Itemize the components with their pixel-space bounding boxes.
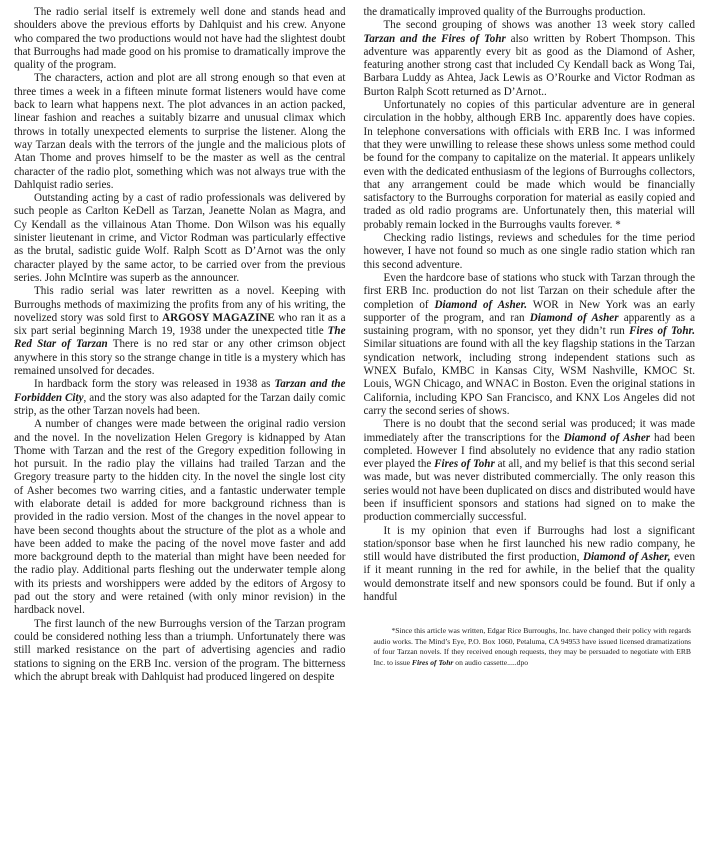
text-run: Outstanding acting by a cast of radio professionals was delivered by such people as Carlton KeDell as Tarzan, Jeanette Nolan as Magra, and Cy Kendall as the villainous Atan Thome. Don Wilson was his equally sinister lieutenant in crime, and Victor Rodman was particularly effective as the brutal, sadistic guide Wolf. Ralph Scott as D’Arnot was the only character played by the same actor, to be carried over from the previous series. John McIntire was superb as the announcer. (14, 192, 346, 284)
text-run: Unfortunately no copies of this particular adventure are in general circulation in the hobby, although ERB Inc. apparently does have copies. In telephone conversations with officials with ERB Inc. I was informed that they were unwilling to release these shows unless some method could be found for the company to capitalize on the material. It appears unlikely even with the dedicated enthusiasm of the legions of Burroughs collectors, that any arrangement could be made which would be financially satisfactory to the Burroughs corporation for material as easily copied and traded as old radio programs are. Unfortunately then, this material will probably remain locked in the Burroughs vaults forever. * (363, 99, 695, 231)
text-run: the dramatically improved quality of the Burroughs production. (363, 6, 646, 18)
text-run: , and the story was also adapted for the Tarzan daily comic strip, as the other Tarzan novels had been. (14, 391, 346, 417)
right-column-body (364, 6, 696, 604)
text-run: The first launch of the new Burroughs version of the Tarzan program could be considered nothing less than a triumph. Unfortunately there was still marked resistance on the part of advertising agencies and radio stations to signing on the ERB Inc. version of the program. The bitterness which the abrupt break with Dahlquist had produced lingered on despite (14, 617, 346, 683)
bold-italic-run (435, 299, 528, 311)
bold-italic-run (364, 33, 506, 45)
bold-italic-run (530, 312, 619, 324)
paragraph (364, 418, 696, 524)
emphasized-title: Fires of Tohr. (629, 325, 695, 338)
paragraph (14, 6, 346, 72)
paragraph (14, 72, 346, 192)
text-run: Even the hardcore base of stations who stuck with Tarzan through the first ERB Inc. production do not list Tarzan on their schedule after the completion of (363, 271, 695, 311)
paragraph (14, 285, 346, 378)
text-run: There is no doubt that the second serial was produced; it was made immediately after the transcriptions for the (363, 418, 695, 444)
bold-italic-run (412, 658, 454, 667)
paragraph (364, 525, 696, 605)
text-run: at all, and my belief is that this second serial was made, but was never distributed commercially. The only reason this series would not have been duplicated on discs and distributed would have been if insufficient sponsors and stations had signed on to make the production commercially successful. (363, 458, 695, 524)
text-run: Similar situations are found with all the key flagship stations in the Tarzan syndication network, including strong independent stations such as WNEX Bufalo, KMBC in Kansas City, WSM Nashville, KMOC St. Louis, WGN Chicago, and WNAC in Boston. Even the original stations in California, including KPO San Francisco, and KNX Los Angeles did not carry the second series of shows. (363, 338, 695, 417)
text-run: Checking radio listings, reviews and schedules for the time period however, I have not found so much as one single radio station which ran this second adventure. (363, 232, 695, 271)
bold-italic-run (629, 325, 695, 337)
paragraph (14, 618, 346, 684)
paragraph (364, 99, 696, 232)
emphasized-title: Fires of Tohr (434, 458, 495, 471)
text-run: WOR in New York was an early supporter of the program, and ran (363, 298, 696, 324)
text-run: even if it meant running in the red for awhile, in the belief that the quality would demonstrate itself and new sponsors could be found. But if only a handful (363, 551, 695, 604)
emphasized-title: Tarzan and the Fires of Tohr (363, 32, 506, 45)
text-run: The second grouping of shows was another 13 week story called (383, 19, 695, 32)
left-column (14, 6, 346, 864)
emphasized-title: Diamond of Asher (563, 431, 651, 444)
text-run: The radio serial itself is extremely well done and stands head and shoulders above the previous efforts by Dahlquist and his crew. Anyone who compared the two productions would not have had the slightest doubt that Burroughs had made good on his promise to dramatically improve the quality of the program. (14, 6, 346, 72)
text-run: who ran it as a six part serial beginning March 19, 1938 under the unexpected title (14, 311, 346, 338)
text-run: This radio serial was later rewritten as a novel. Keeping with Burroughs methods of maximizing the profits from any of his writing, the novelized story was sold first to (14, 285, 346, 324)
text-run: There is no red star or any other crimson object anywhere in this story so the strange change in title is a mystery which has remained unsolved for decades. (14, 338, 346, 378)
paragraph (364, 232, 696, 272)
emphasized-title: The Red Star of Tarzan (14, 325, 346, 351)
text-run: on audio cassette.....dpo (453, 657, 529, 667)
text-run: also written by Robert Thompson. This adventure was apparently every bit as good as the Diamond of Asher, featuring another strong cast that included Cy Kendall back as Wong Tai, Barbara Luddy as Ahtea, Jack Lewis as O’Rourke and Victor Rodman as Burton Ralph Scott returned as D’Arnot.. (363, 32, 695, 98)
bold-run: ARGOSY MAGAZINE (162, 311, 275, 324)
text-run: It is my opinion that even if Burroughs had lost a significant station/sponsor base when he first launched his new radio company, he still would have distributed the first production, (363, 524, 695, 564)
paragraph (364, 6, 696, 19)
right-column (364, 6, 696, 864)
emphasized-title: Tarzan and the Forbidden City (14, 378, 346, 404)
bold-italic-run (434, 458, 495, 470)
text-run: had been completed. However I find absolutely no evidence that any radio station ever played the (363, 431, 696, 471)
paragraph (364, 272, 696, 418)
paragraph (14, 378, 346, 418)
footnote-paragraph (374, 626, 692, 668)
emphasized-title: Diamond of Asher. (434, 298, 528, 311)
paragraph (364, 19, 696, 99)
text-run: In hardback form the story was released in 1938 as (34, 378, 275, 391)
text-run: The characters, action and plot are all strong enough so that even at three times a week in a fifteen minute format listeners would have come back to learn what happens next. The plot advances in an action packed, linear fashion and reaches a suitably bizarre and unusual climax which throws in totally unexpected elements to surprise the listener. Along the way Tarzan deals with the terrors of the jungle and the malicious plots of Atan Thome and proves himself to be the master as well as the central character of the radio plot, something which was not always true with the Dahlquist radio series. (14, 72, 346, 191)
bold-italic-run (583, 551, 671, 563)
paragraph (14, 192, 346, 285)
emphasized-title: Diamond of Asher, (582, 551, 671, 564)
text-run: *Since this article was written, Edgar Rice Burroughs, Inc. have changed their policy with regards audio works. The Mind’s Eye, P.O. Box 1060, Petaluma, CA 94953 have issued licensed dramatizations of four Tarzan novels. If they received enough requests, they may be persuaded to negotiate with ERB Inc. to issue (373, 626, 691, 667)
text-run: apparently as a sustaining program, with no sponsor, yet they didn’t run (363, 311, 695, 338)
bold-italic-run (564, 432, 650, 444)
paragraph (14, 418, 346, 617)
text-run: A number of changes were made between the original radio version and the novel. In the novelization Helen Gregory is kidnapped by Atan Thome with Tarzan and the rest of the Gregory expedition following in hot pursuit. In the radio play the villains had trailed Tarzan and the Gregory treasure party to the hidden city. In the novel the single lost city of Asher becomes two warring cities, and a fantastic underwater temple with elaborate detail is added for more background richness than is provided in the radio version. Most of the changes in the novel appear to have been second thoughts about the structure of the plot as a whole and have been added to make the pacing of the novel move faster and add more background depth to the material than might have been needed for the radio play. Additional parts fleshing out the underwater temple along with its priests and worshippers were added by the editors of Argosy to pad out the story and were retained (with only minor revision) in the hardback novel. (14, 418, 346, 617)
emphasized-title: Diamond of Asher (529, 311, 619, 324)
emphasized-title: Fires of Tohr (411, 657, 454, 667)
footnote (364, 626, 696, 668)
